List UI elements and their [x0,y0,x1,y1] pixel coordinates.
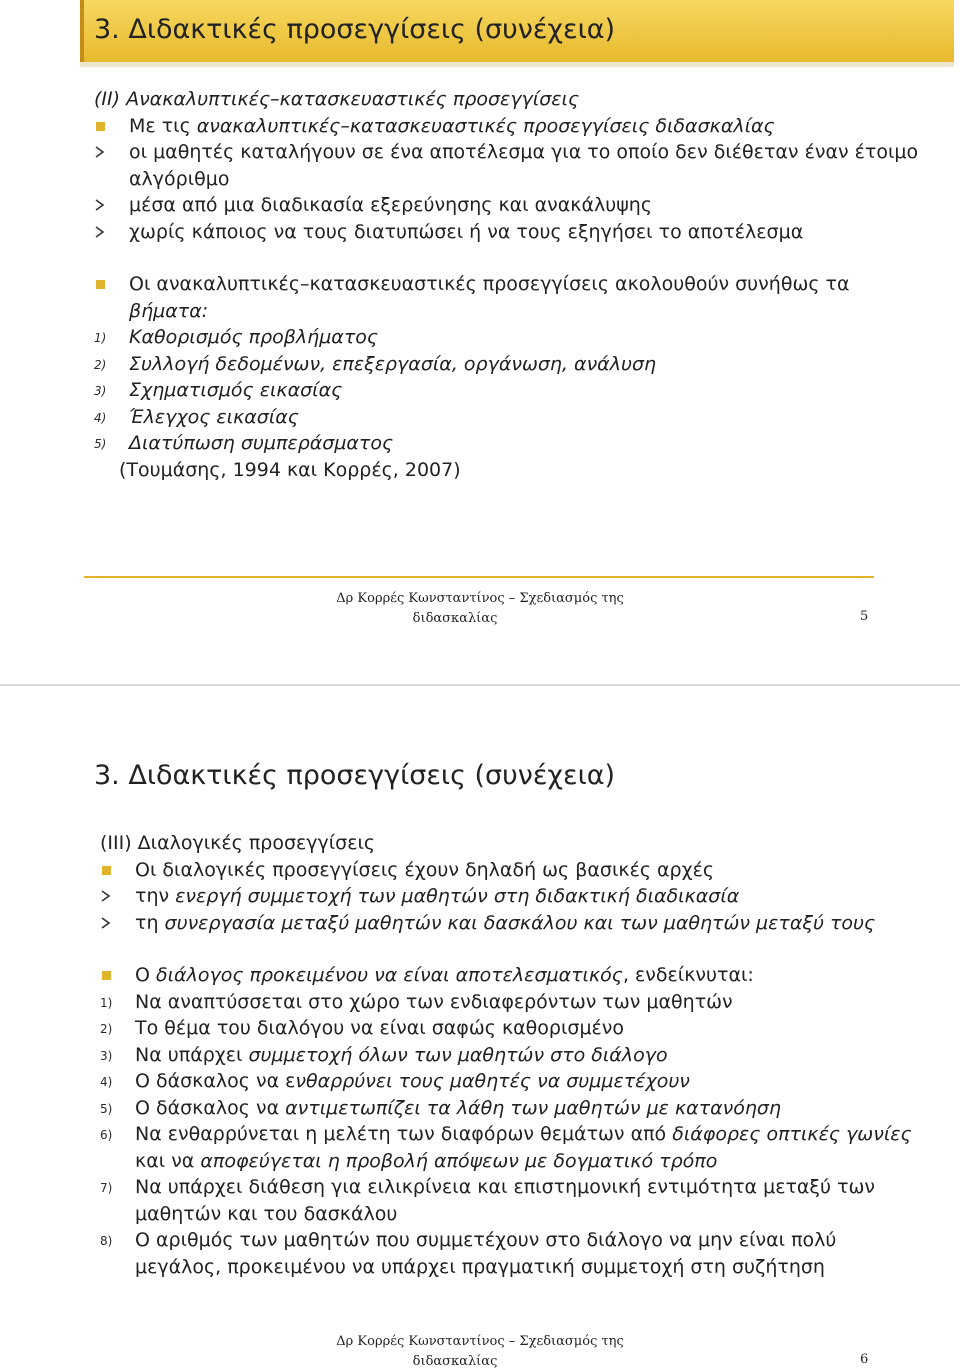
dialog-item: 5) Ο δάσκαλος να αντιμετωπίζει τα λάθη των μαθητών με κατανόηση [100,1096,782,1119]
arrow-bullet-icon [100,890,112,902]
arrow-bullet-icon [94,226,106,238]
dialog-item: 6) Να ενθαρρύνεται η μελέτη των διαφόρων θεμάτων από διάφορες οπτικές γωνίες και να αποφεύγεται η προβολή απόψεων με δογματικό τρόπο [100,1123,912,1172]
step-item: 4) Έλεγχος εικασίας [94,405,299,428]
step-item: 5) Διατύπωση συμπεράσματος [94,432,394,454]
footer-rule [84,576,874,578]
step-item: 2) Συλλογή δεδομένων, επεξεργασία, οργάνωση, ανάλυση [94,352,657,375]
citation: (Τουμάσης, 1994 και Κορρές, 2007) [119,458,461,481]
footer-author: Δρ Κορρές Κωνσταντίνος – Σχεδιασμός της διδασκαλίας [336,591,624,626]
slide-body [100,830,920,1280]
title-bar-shadow [80,62,954,67]
step-item: 1) Καθορισμός προβλήματος [94,326,379,348]
section-subtitle: (III) Διαλογικές προσεγγίσεις [100,832,376,854]
bullet-steps-intro: Οι ανακαλυπτικές–κατασκευαστικές προσεγγίσεις ακολουθούν συνήθως τα βήματα: [94,271,920,324]
footer-author: Δρ Κορρές Κωνσταντίνος – Σχεδιασμός της διδασκαλίας [336,1334,624,1369]
dialog-item: 7) Να υπάρχει διάθεση για ειλικρίνεια και επιστημονική εντιμότητα μεταξύ των μαθητών και του δασκάλου [100,1176,876,1225]
dialog-item: 8) Ο αριθμός των μαθητών που συμμετέχουν στο διάλογο να μην είναι πολύ μεγάλος, προκειμένου να υπάρχει πραγματική συμμετοχή στη συζήτηση [100,1229,837,1278]
bullet-dialog: Ο διάλογος προκειμένου να είναι αποτελεσματικός, ενδείκνυται: [100,962,920,989]
arrow-item: την ενεργή συμμετοχή των μαθητών στη διδακτική διαδικασία [100,883,920,910]
slide-6 [0,684,960,1369]
arrow-item: τη συνεργασία μεταξύ μαθητών και δασκάλου και των μαθητών μεταξύ τους [100,910,920,937]
slide-body [94,86,920,483]
arrow-bullet-icon [100,917,112,929]
bullet-intro: Οι διαλογικές προσεγγίσεις έχουν δηλαδή ως βασικές αρχές [100,857,920,884]
slide-title: 3. Διδακτικές προσεγγίσεις (συνέχεια) [94,14,616,45]
dialog-item: 3) Να υπάρχει συμμετοχή όλων των μαθητών στο διάλογο [100,1043,668,1066]
page-number: 6 [860,1352,869,1367]
slide-title: 3. Διδακτικές προσεγγίσεις (συνέχεια) [94,760,616,791]
dialog-item: 2) Το θέμα του διαλόγου να είναι σαφώς καθορισμένο [100,1017,625,1039]
arrow-bullet-icon [94,199,106,211]
step-item: 3) Σχηματισμός εικασίας [94,379,343,401]
title-accent [80,0,84,62]
square-bullet-icon [96,280,105,289]
arrow-bullet-icon [94,146,106,158]
section-subtitle: (II) Ανακαλυπτικές–κατασκευαστικές προσεγγίσεις [94,88,580,110]
arrow-item: μέσα από μια διαδικασία εξερεύνησης και ανακάλυψης [94,192,920,219]
bullet-intro: Με τις ανακαλυπτικές–κατασκευαστικές προσεγγίσεις διδασκαλίας [94,113,920,140]
square-bullet-icon [102,866,111,875]
square-bullet-icon [102,971,111,980]
page-number: 5 [860,609,869,624]
slide-5 [0,0,960,684]
square-bullet-icon [96,122,105,131]
arrow-item: χωρίς κάποιος να τους διατυπώσει ή να τους εξηγήσει το αποτέλεσμα [94,219,920,246]
dialog-item: 1) Να αναπτύσσεται στο χώρο των ενδιαφερόντων των μαθητών [100,990,733,1013]
dialog-item: 4) Ο δάσκαλος να ενθαρρύνει τους μαθητές να συμμετέχουν [100,1070,690,1092]
arrow-item: οι μαθητές καταλήγουν σε ένα αποτέλεσμα για το οποίο δεν διέθεταν έναν έτοιμο αλγόριθμο [94,139,920,192]
